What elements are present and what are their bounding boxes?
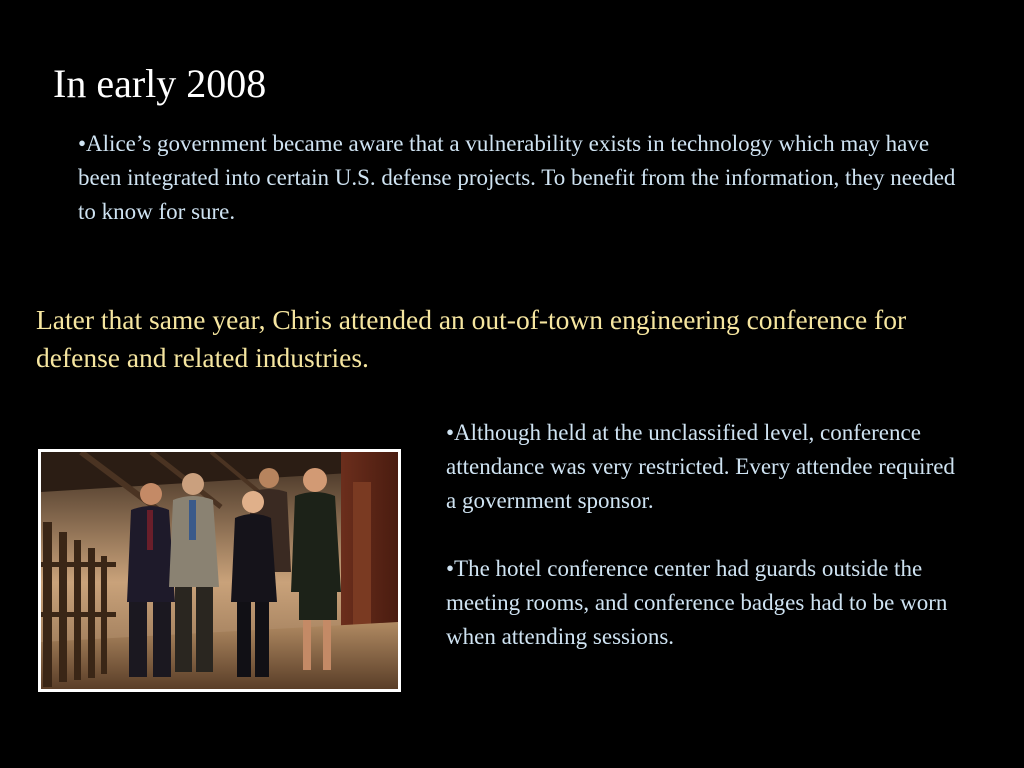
callout-chris-conference: Later that same year, Chris attended an out-of-town engineering conference for defense and related industries. [36,304,907,373]
business-people-photo [38,449,401,692]
bullet-hotel-guards: •The hotel conference center had guards outside the meeting rooms, and conference badges had to be worn when attending sessions. [446,556,948,649]
bullet-attendance-restricted: •Although held at the unclassified level, conference attendance was very restricted. Every attendee required a government sponsor. [446,420,955,513]
business-people-illustration [41,452,398,689]
slide-title: In early 2008 [53,61,267,106]
right-bullets [446,416,966,654]
bullet-spacer [446,518,966,552]
bullet-alice-government: •Alice’s government became aware that a vulnerability exists in technology which may have been integrated into certain U.S. defense projects. To benefit from the information, they needed to know for sure. [78,131,956,224]
